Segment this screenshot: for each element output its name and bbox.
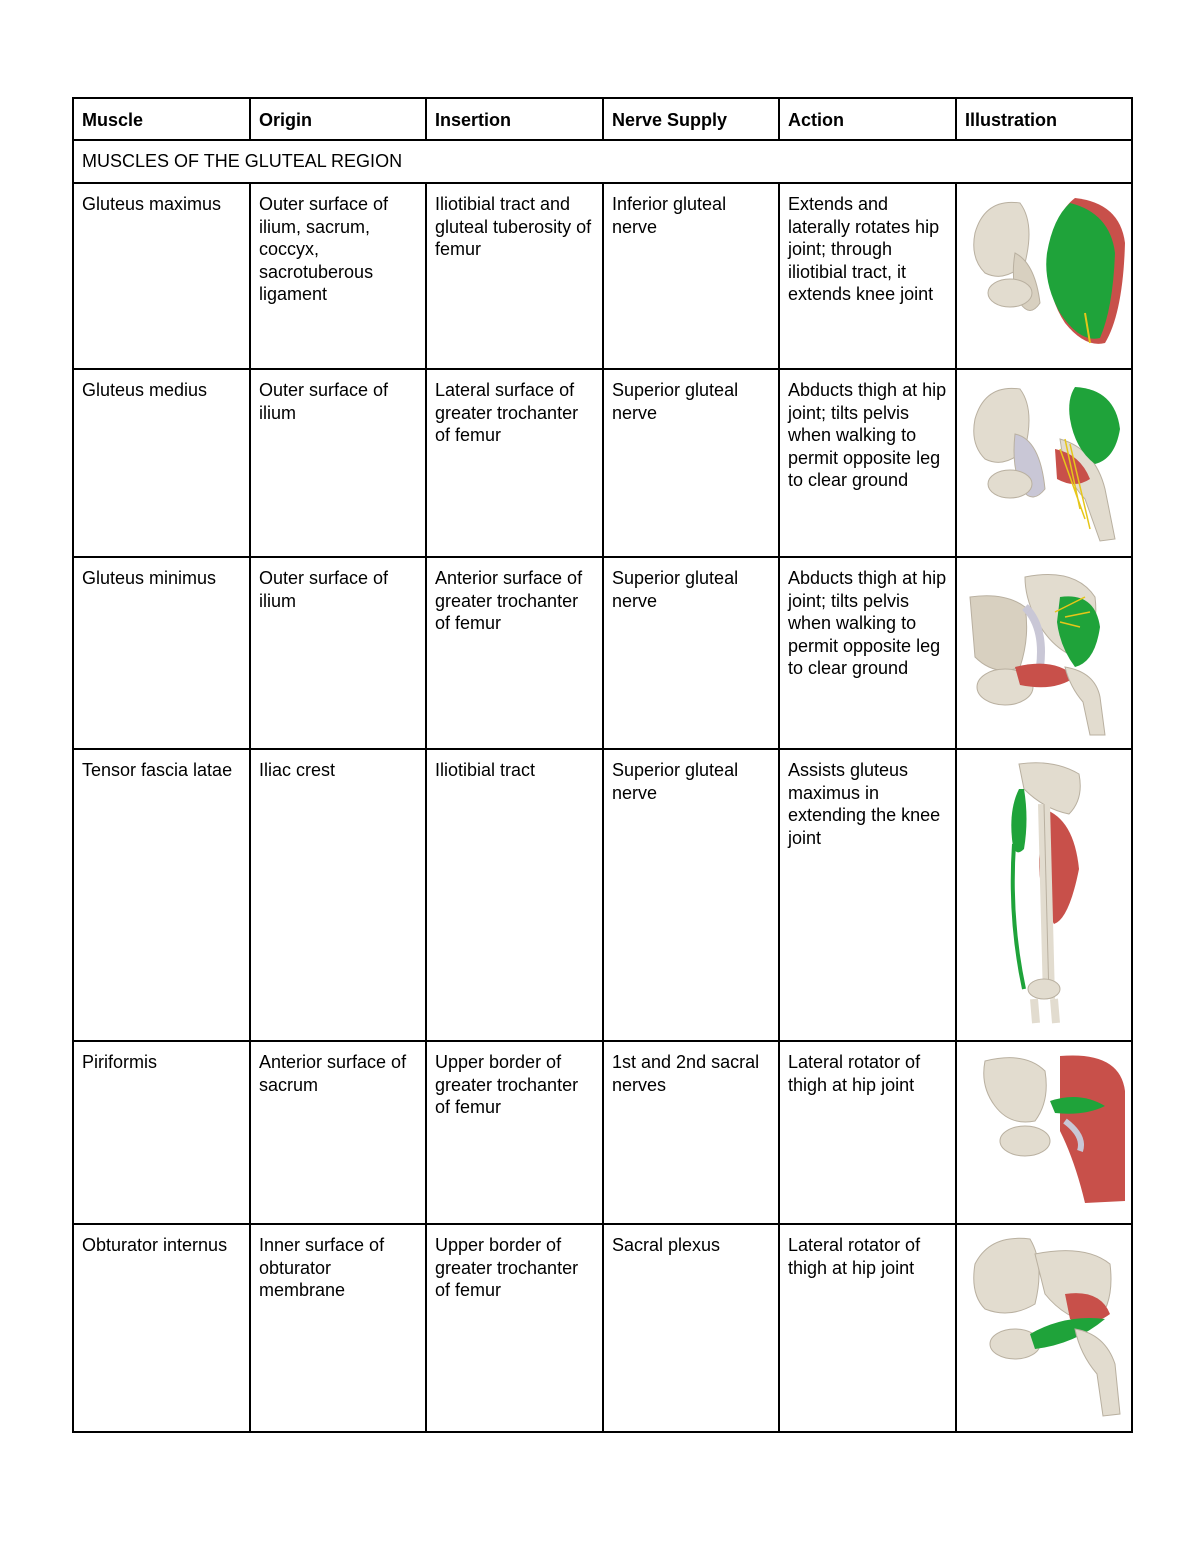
header-insertion: Insertion <box>426 98 603 140</box>
table-row <box>73 1041 1132 1224</box>
pelvis-gluteus-minimus-illustration <box>965 567 1131 737</box>
muscle-origin: Outer surface of ilium, sacrum, coccyx, sacrotuberous ligament <box>250 183 426 369</box>
illustration-cell <box>956 369 1132 557</box>
muscle-name: Obturator internus <box>73 1224 250 1432</box>
table-row <box>73 749 1132 1041</box>
header-action: Action <box>779 98 956 140</box>
table-row <box>73 183 1132 369</box>
muscle-name: Piriformis <box>73 1041 250 1224</box>
muscle-table <box>72 97 1133 1433</box>
table-row <box>73 1224 1132 1432</box>
muscle-nerve: Sacral plexus <box>603 1224 779 1432</box>
pelvis-obturator-internus-illustration <box>965 1234 1131 1418</box>
table-row <box>73 369 1132 557</box>
muscle-origin: Anterior surface of sacrum <box>250 1041 426 1224</box>
pelvis-gluteus-medius-illustration <box>965 379 1131 545</box>
muscle-nerve: Inferior gluteal nerve <box>603 183 779 369</box>
header-row <box>73 98 1132 140</box>
muscle-nerve: Superior gluteal nerve <box>603 557 779 749</box>
muscle-insertion: Lateral surface of greater trochanter of femur <box>426 369 603 557</box>
table-row <box>73 557 1132 749</box>
muscle-insertion: Iliotibial tract and gluteal tuberosity of femur <box>426 183 603 369</box>
muscle-insertion: Iliotibial tract <box>426 749 603 1041</box>
illustration-cell <box>956 557 1132 749</box>
muscle-action: Lateral rotator of thigh at hip joint <box>779 1224 956 1432</box>
header-illustration: Illustration <box>956 98 1132 140</box>
muscle-action: Lateral rotator of thigh at hip joint <box>779 1041 956 1224</box>
leg-tensor-fascia-latae-illustration <box>984 759 1104 1025</box>
muscle-nerve: Superior gluteal nerve <box>603 749 779 1041</box>
illustration-cell <box>956 749 1132 1041</box>
pelvis-gluteus-maximus-illustration <box>965 193 1131 353</box>
muscle-origin: Inner surface of obturator membrane <box>250 1224 426 1432</box>
header-nerve-supply: Nerve Supply <box>603 98 779 140</box>
header-origin: Origin <box>250 98 426 140</box>
muscle-origin: Iliac crest <box>250 749 426 1041</box>
muscle-origin: Outer surface of ilium <box>250 557 426 749</box>
muscle-name: Gluteus minimus <box>73 557 250 749</box>
section-row <box>73 140 1132 183</box>
section-title: MUSCLES OF THE GLUTEAL REGION <box>73 140 1132 183</box>
muscle-action: Abducts thigh at hip joint; tilts pelvis when walking to permit opposite leg to clear ground <box>779 557 956 749</box>
muscle-insertion: Anterior surface of greater trochanter of femur <box>426 557 603 749</box>
muscle-insertion: Upper border of greater trochanter of femur <box>426 1224 603 1432</box>
illustration-cell <box>956 1224 1132 1432</box>
muscle-insertion: Upper border of greater trochanter of femur <box>426 1041 603 1224</box>
illustration-cell <box>956 183 1132 369</box>
muscle-origin: Outer surface of ilium <box>250 369 426 557</box>
header-muscle: Muscle <box>73 98 250 140</box>
muscle-name: Gluteus maximus <box>73 183 250 369</box>
pelvis-piriformis-illustration <box>965 1051 1131 1207</box>
muscle-nerve: Superior gluteal nerve <box>603 369 779 557</box>
muscle-name: Tensor fascia latae <box>73 749 250 1041</box>
muscle-nerve: 1st and 2nd sacral nerves <box>603 1041 779 1224</box>
muscle-action: Extends and laterally rotates hip joint; through iliotibial tract, it extends knee joint <box>779 183 956 369</box>
muscle-action: Abducts thigh at hip joint; tilts pelvis when walking to permit opposite leg to clear ground <box>779 369 956 557</box>
illustration-cell <box>956 1041 1132 1224</box>
muscle-name: Gluteus medius <box>73 369 250 557</box>
muscle-action: Assists gluteus maximus in extending the knee joint <box>779 749 956 1041</box>
